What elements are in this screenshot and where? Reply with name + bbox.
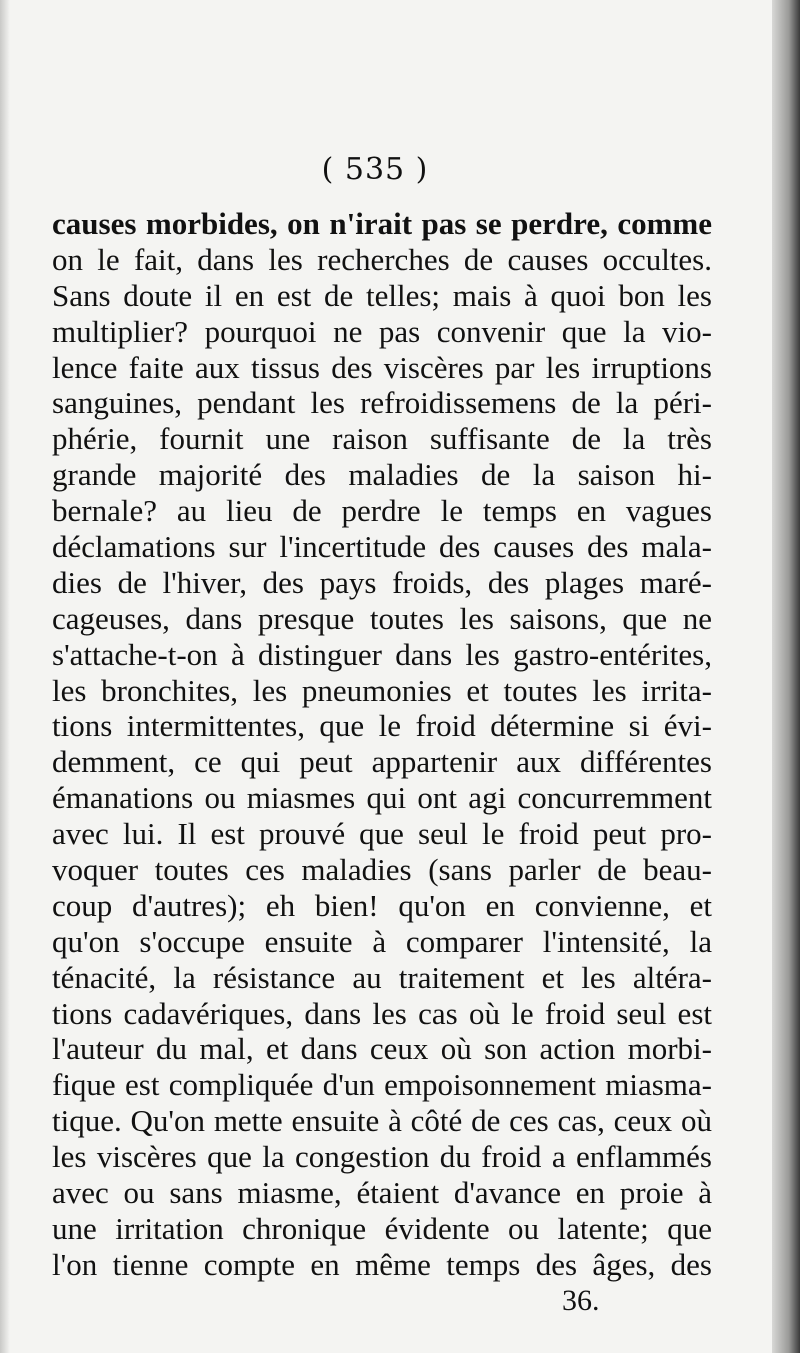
text-line: l'auteur du mal, et dans ceux où son action morbi- [52, 1031, 712, 1067]
text-line: tique. Qu'on mette ensuite à côté de ces cas, ceux où [52, 1103, 712, 1139]
text-line: bernale? au lieu de perdre le temps en vagues [52, 493, 712, 529]
text-line: l'on tienne compte en même temps des âges, des [52, 1246, 712, 1282]
text-line: sanguines, pendant les refroidissemens de la péri- [52, 385, 712, 421]
text-line: multiplier? pourquoi ne pas convenir que la vio- [52, 313, 712, 349]
text-line: demment, ce qui peut appartenir aux différentes [52, 744, 712, 780]
text-line: coup d'autres); eh bien! qu'on en convienne, et [52, 887, 712, 923]
text-line: s'attache-t-on à distinguer dans les gastro-entérites, [52, 636, 712, 672]
text-line: dies de l'hiver, des pays froids, des plages maré- [52, 564, 712, 600]
text-line: lence faite aux tissus des viscères par les irruptions [52, 349, 712, 385]
text-line: on le fait, dans les recherches de causes occultes. [52, 241, 712, 277]
page-number: ( 535 ) [321, 152, 429, 187]
text-line: Sans doute il en est de telles; mais à quoi bon les [52, 277, 712, 313]
text-line: tions cadavériques, dans les cas où le froid seul est [52, 995, 712, 1031]
text-line: avec ou sans miasme, étaient d'avance en proie à [52, 1175, 712, 1211]
text-line: les bronchites, les pneumonies et toutes les irrita- [52, 672, 712, 708]
text-line: voquer toutes ces maladies (sans parler de beau- [52, 852, 712, 888]
text-line: cageuses, dans presque toutes les saisons, que ne [52, 600, 712, 636]
text-line: tions intermittentes, que le froid détermine si évi- [52, 708, 712, 744]
page-left-shadow [0, 0, 10, 1353]
text-line: causes morbides, on n'irait pas se perdre, comme [52, 206, 712, 241]
text-line: une irritation chronique évidente ou latente; que [52, 1210, 712, 1246]
page-gutter-shadow [772, 0, 800, 1353]
text-line: grande majorité des maladies de la saison hi- [52, 457, 712, 493]
text-line: fique est compliquée d'un empoisonnement miasma- [52, 1067, 712, 1103]
text-line: déclamations sur l'incertitude des causes des mala- [52, 529, 712, 565]
signature-mark: 36. [562, 1284, 600, 1317]
text-line: ténacité, la résistance au traitement et les altéra- [52, 959, 712, 995]
text-line: avec lui. Il est prouvé que seul le froid peut pro- [52, 816, 712, 852]
text-line: phérie, fournit une raison suffisante de la très [52, 421, 712, 457]
text-line: qu'on s'occupe ensuite à comparer l'intensité, la [52, 923, 712, 959]
text-line: émanations ou miasmes qui ont agi concurremment [52, 780, 712, 816]
body-text [52, 206, 712, 1283]
text-line: les viscères que la congestion du froid a enflammés [52, 1139, 712, 1175]
